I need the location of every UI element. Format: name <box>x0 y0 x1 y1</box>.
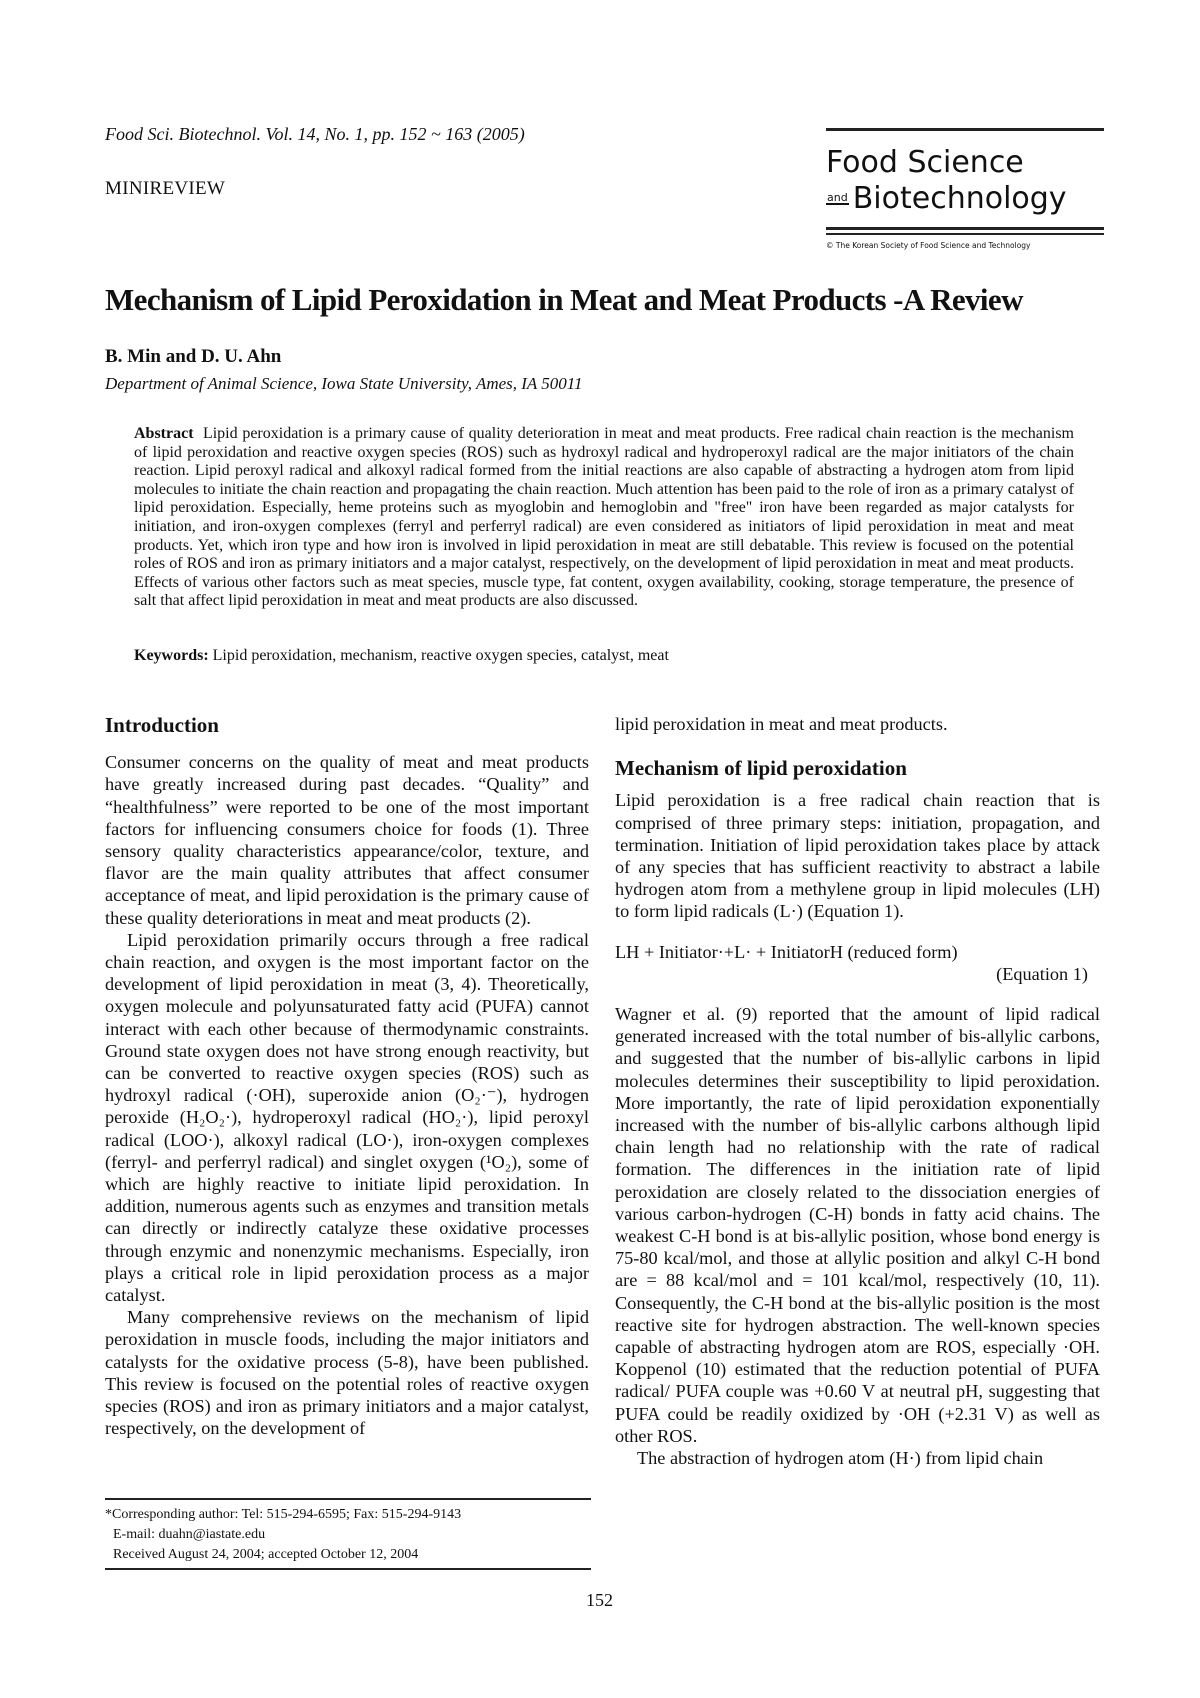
affiliation: Department of Animal Science, Iowa State University, Ames, IA 50011 <box>105 374 583 393</box>
journal-logo <box>826 128 1104 250</box>
intro-paragraph-2: Lipid peroxidation primarily occurs through a free radical chain reaction, and oxygen is the most important factor on the development of lipid peroxidation in meat (3, 4). Theoretically, oxygen molecule and polyunsaturated fatty acid (PUFA) cannot interact with each other because of thermodynamic constraints. Ground state oxygen does not have strong enough reactivity, but can be converted to reactive oxygen species (ROS) such as hydroxyl radical (·OH), superoxide anion (O₂·⁻), hydrogen peroxide (H₂O₂·), hydroperoxyl radical (HO₂·), lipid peroxyl radical (LOO·), alkoxyl radical (LO·), iron-oxygen complexes (ferryl- and perferryl radical) and singlet oxygen (¹O₂), some of which are highly reactive to initiate lipid peroxidation. In addition, numerous agents such as enzymes and transition metals can directly or indirectly catalyze these oxidative processes through enzymic and nonenzymic mechanisms. Especially, iron plays a critical role in lipid peroxidation process as a major catalyst. <box>105 929 589 1306</box>
logo-and: and <box>827 191 848 204</box>
journal-citation: Food Sci. Biotechnol. Vol. 14, No. 1, pp. 152 ~ 163 (2005) <box>105 124 525 144</box>
left-column <box>105 714 589 1440</box>
footnote-rule <box>105 1498 591 1500</box>
section-heading-mechanism: Mechanism of lipid peroxidation <box>615 756 907 781</box>
footnote-email: E-mail: duahn@iastate.edu <box>113 1527 266 1542</box>
footnote-corresponding: *Corresponding author: Tel: 515-294-6595; Fax: 515-294-9143 <box>105 1507 462 1522</box>
logo-line2: Biotechnology <box>852 181 1067 216</box>
article-title: Mechanism of Lipid Peroxidation in Meat and Meat Products -A Review <box>105 282 1023 317</box>
article-type: MINIREVIEW <box>105 178 226 199</box>
footnote-bottom-rule <box>105 1568 591 1570</box>
authors: B. Min and D. U. Ahn <box>105 346 282 367</box>
logo-line2-row <box>826 181 1104 217</box>
intro-paragraph-3: Many comprehensive reviews on the mechanism of lipid peroxidation in muscle foods, including the major initiators and catalysts for the oxidative process (5-8), have been published. This review is focused on the potential roles of reactive oxygen species (ROS) and iron as primary initiators and a major catalyst, respectively, on the development of <box>105 1307 589 1439</box>
keywords-label: Keywords: <box>134 647 209 664</box>
logo-rule <box>826 227 1104 230</box>
equation-1-label: (Equation 1) <box>996 963 1088 984</box>
logo-rule-thin <box>826 233 1104 235</box>
equation-1: LH + Initiator·+L· + InitiatorH (reduced form) <box>615 941 958 962</box>
keywords <box>134 647 669 665</box>
abstract-text: Lipid peroxidation is a primary cause of quality deterioration in meat and meat products. Free radical chain reaction is the mechanism of lipid peroxidation and reactive oxygen species (ROS) such as hydroxyl radical and hydroperoxyl radical are the major initiators of the chain reaction. Lipid peroxyl radical and alkoxyl radical formed from the initial reactions are also capable of abstracting a hydrogen atom from lipid molecules to initiate the chain reaction and propagating the chain reaction. Much attention has been paid to the role of iron as a primary catalyst of lipid peroxidation. Especially, heme proteins such as myoglobin and hemoglobin and "free" iron have been regarded as major catalysts for initiation, and iron-oxygen complexes (ferryl and perferryl radical) are even considered as initiators of lipid peroxidation in meat and meat products. Yet, which iron type and how iron is involved in lipid peroxidation in meat are still debatable. This review is focused on the potential roles of ROS and iron as primary initiators and a major catalyst, respectively, on the development of lipid peroxidation in meat and meat products. Effects of various other factors such as meat species, muscle type, fat content, oxygen availability, cooking, storage temperature, the presence of salt that affect lipid peroxidation in meat and meat products are also discussed. <box>134 425 1074 610</box>
mechanism-paragraph-3: The abstraction of hydrogen atom (H·) from lipid chain <box>637 1448 1044 1469</box>
mechanism-paragraph-2: Wagner et al. (9) reported that the amount of lipid radical generated increased with the total number of bis-allylic carbons, and suggested that the number of bis-allylic carbons in lipid molecules determines their susceptibility to lipid peroxidation. More importantly, the rate of lipid peroxidation exponentially increased with the number of bis-allylic carbons although lipid chain length had no relationship with the rate of radical formation. The differences in the initiation rate of lipid peroxidation are closely related to the dissociation energies of various carbon-hydrogen (C-H) bonds in fatty acid chains. The weakest C-H bond is at bis-allylic position, whose bond energy is 75-80 kcal/mol, and those at allylic position and alkyl C-H bond are = 88 kcal/mol and = 101 kcal/mol, respectively (10, 11). Consequently, the C-H bond at the bis-allylic position is the most reactive site for hydrogen abstraction. The well-known species capable of abstracting hydrogen atom are ROS, especially ·OH. Koppenol (10) estimated that the reduction potential of PUFA radical/ PUFA couple was +0.60 V at neutral pH, suggesting that PUFA could be readily oxidized by ·OH (+2.31 V) as well as other ROS. <box>615 1004 1100 1446</box>
footnote-received: Received August 24, 2004; accepted October 12, 2004 <box>113 1547 419 1562</box>
page-number: 152 <box>586 1590 613 1610</box>
footnote <box>105 1505 461 1565</box>
section-heading-introduction: Introduction <box>105 713 219 737</box>
right-continued-text: lipid peroxidation in meat and meat products. <box>615 714 948 734</box>
logo-line1: Food Science <box>826 145 1024 180</box>
abstract <box>134 425 1074 611</box>
intro-paragraph-1: Consumer concerns on the quality of meat and meat products have greatly increased during past decades. “Quality” and “healthfulness” were reported to be one of the most important factors for influencing consumers choice for foods (1). Three sensory quality characteristics appearance/color, texture, and flavor are the main quality attributes that affect consumer acceptance of meat, and lipid peroxidation is the primary cause of these quality deteriorations in meat and meat products (2). <box>105 752 589 928</box>
right-column <box>615 713 1100 1469</box>
abstract-label: Abstract <box>134 425 194 442</box>
logo-society: © The Korean Society of Food Science and Technology <box>826 241 1031 250</box>
mechanism-paragraph-1: Lipid peroxidation is a free radical chain reaction that is comprised of three primary steps: initiation, propagation, and termination. Initiation of lipid peroxidation takes place by attack of any species that has sufficient reactivity to abstract a labile hydrogen atom from a methylene group in lipid molecules (LH) to form lipid radicals (L·) (Equation 1). <box>615 790 1100 922</box>
keywords-text: Lipid peroxidation, mechanism, reactive oxygen species, catalyst, meat <box>212 647 669 664</box>
logo-top-rule <box>826 128 1104 131</box>
